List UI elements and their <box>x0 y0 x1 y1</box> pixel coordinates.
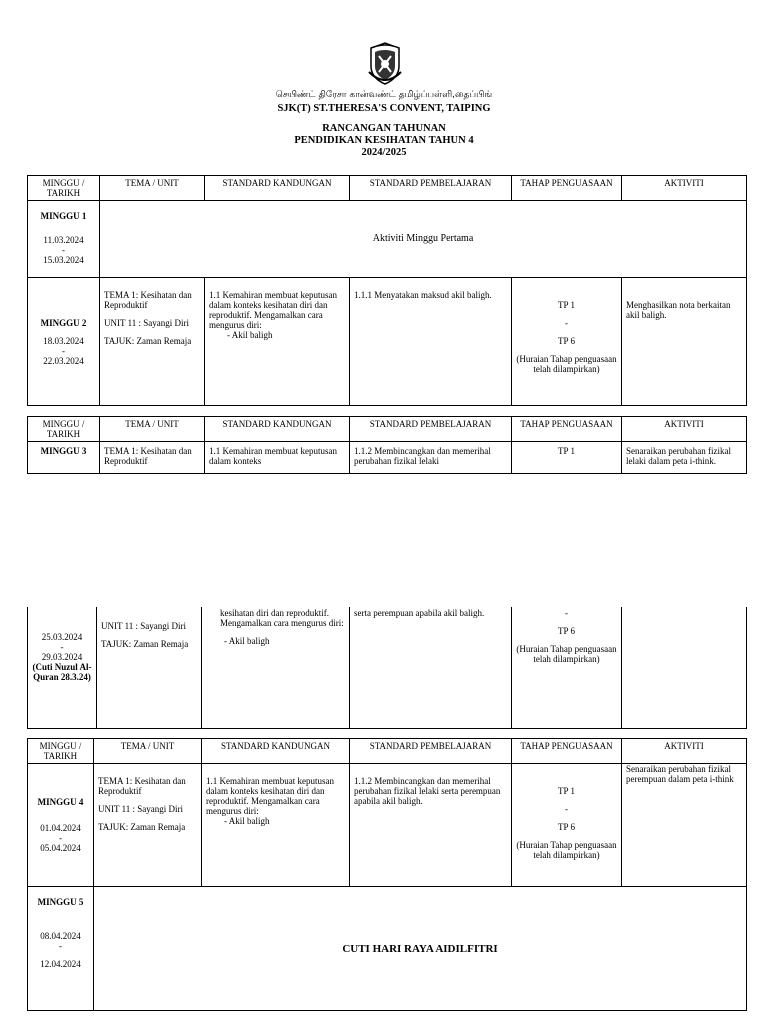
table-row-week-4 <box>28 764 747 887</box>
tema-text: TEMA 1: Kesihatan dan Reproduktif <box>98 776 186 796</box>
date-dash: - <box>59 941 62 951</box>
doc-title-line-3: 2024/2025 <box>361 147 407 158</box>
col-header-sk: STANDARD KANDUNGAN <box>205 176 350 201</box>
table-header-row <box>28 739 747 764</box>
holiday-label: CUTI HARI RAYA AIDILFITRI <box>94 887 747 1011</box>
tajuk-text: TAJUK: Zaman Remaja <box>104 336 192 346</box>
sk-text: 1.1 Kemahiran membuat keputusan dalam konteks kesihatan diri dan reproduktif. Mengamalkan cara mengurus diri: <box>209 290 337 330</box>
tp-1: TP 1 <box>512 442 622 474</box>
tp-6: TP 6 <box>558 822 575 832</box>
doc-title-line-2: PENDIDIKAN KESIHATAN TAHUN 4 <box>294 135 474 146</box>
tp-1: TP 1 <box>558 786 575 796</box>
aktiviti-text: Senaraikan perubahan fizikal lelaki dalam peta i-think. <box>622 442 747 474</box>
tp-6: TP 6 <box>558 626 575 636</box>
table-row-week-5 <box>28 887 747 1011</box>
table-header-row <box>28 417 747 442</box>
week-label: MINGGU 5 <box>37 897 84 907</box>
tp-note: (Huraian Tahap penguasaan telah dilampirkan) <box>516 354 617 374</box>
col-header-aktiviti: AKTIVITI <box>622 417 747 442</box>
date-dash: - <box>59 833 62 843</box>
date-end: 22.03.2024 <box>43 355 84 366</box>
week-label: MINGGU 3 <box>28 442 100 474</box>
school-crest-logo <box>365 42 405 86</box>
date-start: 18.03.2024 <box>43 335 84 346</box>
sp-text: 1.1.2 Membincangkan dan memerihal perubahan fizikal lelaki <box>350 442 512 474</box>
tajuk-text: TAJUK: Zaman Remaja <box>98 822 186 832</box>
tp-dash: - <box>565 318 568 328</box>
col-header-tp: TAHAP PENGUASAAN <box>512 739 622 764</box>
school-name-tamil: செயிண்ட் திரேசா கான்வண்ட் தமிழ்ப்பள்ளி,தைப்பிங் <box>275 90 493 100</box>
unit-text: UNIT 11 : Sayangi Diri <box>98 804 183 814</box>
date-end: 05.04.2024 <box>40 843 81 853</box>
plan-table-1 <box>27 175 747 406</box>
tp-note: (Huraian Tahap penguasaan telah dilampirkan) <box>516 644 617 664</box>
sk-bullet: - Akil baligh <box>227 330 273 340</box>
col-header-minggu: MINGGU / TARIKH <box>28 739 94 764</box>
date-start: 01.04.2024 <box>40 823 81 833</box>
col-header-tema: TEMA / UNIT <box>100 176 205 201</box>
plan-table-3-continuation <box>27 607 747 729</box>
week-label: MINGGU 1 <box>40 211 87 221</box>
date-start: 08.04.2024 <box>40 931 81 941</box>
tema-text: TEMA 1: Kesihatan dan Reproduktif <box>100 442 205 474</box>
aktiviti-text: Menghasilkan nota berkaitan akil baligh. <box>626 300 731 320</box>
date-dash: - <box>60 642 64 652</box>
date-start: 25.03.2024 <box>41 632 83 642</box>
week-1-activity: Aktiviti Minggu Pertama <box>100 201 747 278</box>
col-header-minggu: MINGGU / TARIKH <box>28 176 100 201</box>
sk-text: 1.1 Kemahiran membuat keputusan dalam konteks <box>205 442 350 474</box>
doc-title-line-1: RANCANGAN TAHUNAN <box>322 123 446 134</box>
table-row-week-3-continued <box>28 607 747 728</box>
sk-bullet: - Akil baligh <box>224 816 270 826</box>
date-end: 29.03.2024 <box>41 652 83 662</box>
tp-note: (Huraian Tahap penguasaan telah dilampirkan) <box>516 840 617 860</box>
col-header-tema: TEMA / UNIT <box>94 739 202 764</box>
col-header-aktiviti: AKTIVITI <box>622 176 747 201</box>
tp-6: TP 6 <box>558 336 575 346</box>
holiday-note: (Cuti Nuzul Al-Quran 28.3.24) <box>32 662 92 682</box>
unit-text: UNIT 11 : Sayangi Diri <box>101 621 186 631</box>
col-header-sk: STANDARD KANDUNGAN <box>205 417 350 442</box>
sp-text: serta perempuan apabila akil baligh. <box>354 608 485 618</box>
tp-dash: - <box>565 804 568 814</box>
tema-text: TEMA 1: Kesihatan dan Reproduktif <box>104 290 192 310</box>
tajuk-text: TAJUK: Zaman Remaja <box>101 639 189 649</box>
col-header-sk: STANDARD KANDUNGAN <box>202 739 350 764</box>
col-header-sp: STANDARD PEMBELAJARAN <box>350 739 512 764</box>
table-row-week-1 <box>28 201 747 278</box>
sk-text: 1.1 Kemahiran membuat keputusan dalam konteks kesihatan diri dan reproduktif. Mengamalkan cara mengurus diri: <box>206 776 334 816</box>
week-label: MINGGU 4 <box>37 797 84 807</box>
plan-table-2 <box>27 416 747 474</box>
col-header-minggu: MINGGU / TARIKH <box>28 417 100 442</box>
col-header-tp: TAHAP PENGUASAAN <box>512 176 622 201</box>
tp-1: TP 1 <box>558 300 575 310</box>
sk-text: kesihatan diri dan reproduktif. Mengamalkan cara mengurus diri: <box>220 608 344 628</box>
tp-dash: - <box>565 608 568 618</box>
date-dash: - <box>62 345 65 356</box>
col-header-tp: TAHAP PENGUASAAN <box>512 417 622 442</box>
sp-text: 1.1.1 Menyatakan maksud akil baligh. <box>354 290 492 300</box>
date-end: 15.03.2024 <box>43 255 84 265</box>
unit-text: UNIT 11 : Sayangi Diri <box>104 318 189 328</box>
col-header-sp: STANDARD PEMBELAJARAN <box>350 417 512 442</box>
col-header-tema: TEMA / UNIT <box>100 417 205 442</box>
col-header-aktiviti: AKTIVITI <box>622 739 747 764</box>
table-row-week-3 <box>28 442 747 474</box>
school-name: SJK(T) ST.THERESA'S CONVENT, TAIPING <box>277 103 491 114</box>
sp-text: 1.1.2 Membincangkan dan memerihal perubahan fizikal lelaki serta perempuan apabila akil baligh. <box>354 776 501 806</box>
aktiviti-text: Senaraikan perubahan fizikal perempuan dalam peta i-think <box>626 764 734 784</box>
week-label: MINGGU 2 <box>40 317 87 328</box>
date-end: 12.04.2024 <box>40 959 81 969</box>
plan-table-4 <box>27 738 747 1011</box>
date-dash: - <box>62 245 65 255</box>
sk-bullet: - Akil baligh <box>224 636 270 646</box>
table-header-row <box>28 176 747 201</box>
table-row-week-2 <box>28 278 747 406</box>
date-start: 11.03.2024 <box>43 235 84 245</box>
col-header-sp: STANDARD PEMBELAJARAN <box>350 176 512 201</box>
